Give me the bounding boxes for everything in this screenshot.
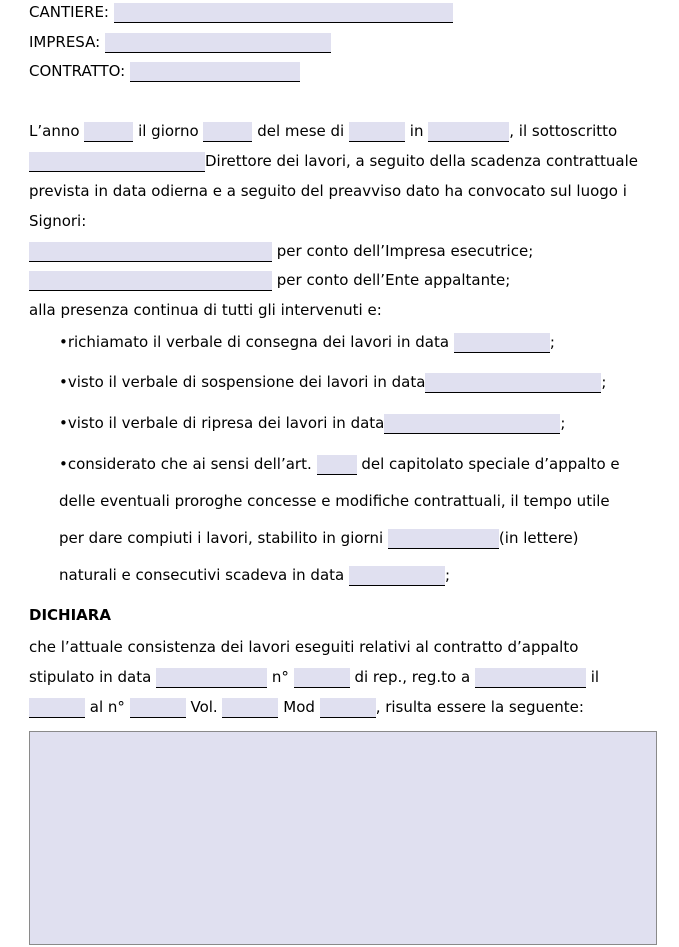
mod-label: Mod [283, 698, 315, 716]
mod-field[interactable] [320, 698, 376, 718]
naturali-label: naturali e consecutivi scadeva in data [59, 566, 345, 584]
compiuti-label: per dare compiuti i lavori, stabilito in giorni [59, 529, 384, 547]
sottoscritto-label: , il sottoscritto [509, 122, 618, 140]
sospensione-row [59, 371, 606, 393]
ripresa-semicolon: ; [560, 414, 566, 432]
presenza-row [29, 299, 382, 321]
ripresa-row [59, 412, 565, 434]
prevista-row [29, 180, 627, 202]
ripresa-field[interactable] [384, 414, 560, 434]
contratto-label: CONTRATTO: [29, 62, 126, 80]
consegna-label: •richiamato il verbale di consegna dei lavori in data [59, 333, 450, 351]
al-n-label: al n° [89, 698, 125, 716]
vol-label: Vol. [190, 698, 218, 716]
ente-rep-field[interactable] [29, 271, 272, 291]
direttore-row [29, 150, 638, 172]
naturali-row [59, 564, 450, 586]
consistenza-textarea[interactable] [29, 731, 657, 945]
ente-rep-row [29, 269, 510, 291]
dichiara-heading: DICHIARA [29, 606, 111, 624]
consegna-row [59, 331, 555, 353]
vol-field[interactable] [222, 698, 278, 718]
consistenza-row [29, 636, 578, 658]
consegna-field[interactable] [454, 333, 550, 353]
impresa-rep-row [29, 240, 533, 262]
presenza-text: alla presenza continua di tutti gli intervenuti e: [29, 301, 382, 319]
in-label: in [409, 122, 424, 140]
articolo-field[interactable] [317, 455, 357, 475]
luogo-field[interactable] [428, 122, 509, 142]
naturali-semicolon: ; [445, 566, 451, 584]
compiuti-row [59, 527, 579, 549]
al-n-field[interactable] [130, 698, 186, 718]
capitolato-label: del capitolato speciale d’appalto e [361, 455, 620, 473]
stipulato-label: stipulato in data [29, 668, 152, 686]
considerato-row [59, 453, 620, 475]
mese-label: del mese di [257, 122, 345, 140]
ente-rep-label: per conto dell’Ente appaltante; [276, 271, 511, 289]
giorni-field[interactable] [388, 529, 499, 549]
contratto-field[interactable] [130, 62, 300, 82]
ripresa-label: •visto il verbale di ripresa dei lavori in data [59, 414, 385, 432]
il-label: il [590, 668, 600, 686]
rep-label: di rep., reg.to a [354, 668, 471, 686]
sospensione-field[interactable] [425, 373, 601, 393]
lettere-label: (in lettere) [498, 529, 579, 547]
impresa-row [29, 31, 331, 53]
impresa-label: IMPRESA: [29, 33, 101, 51]
anno-label: L’anno [29, 122, 80, 140]
considerato-label: •considerato che ai sensi dell’art. [59, 455, 312, 473]
data-registrazione-field[interactable] [29, 698, 85, 718]
impresa-rep-label: per conto dell’Impresa esecutrice; [276, 242, 534, 260]
numero-field[interactable] [294, 668, 350, 688]
cantiere-label: CANTIERE: [29, 3, 109, 21]
registrazione-row [29, 696, 584, 718]
numero-label: n° [271, 668, 289, 686]
proroghe-text: delle eventuali proroghe concesse e modifiche contrattuali, il tempo utile [59, 492, 610, 510]
stipulato-row [29, 666, 599, 688]
anno-field[interactable] [84, 122, 133, 142]
giorno-label: il giorno [138, 122, 199, 140]
sospensione-label: •visto il verbale di sospensione dei lavori in data [59, 373, 426, 391]
scadenza-field[interactable] [349, 566, 445, 586]
giorno-field[interactable] [203, 122, 252, 142]
anno-row [29, 120, 617, 142]
stipulato-field[interactable] [156, 668, 267, 688]
signori-row [29, 210, 86, 232]
cantiere-row [29, 1, 453, 23]
risulta-label: , risulta essere la seguente: [375, 698, 584, 716]
registro-field[interactable] [475, 668, 586, 688]
impresa-field[interactable] [105, 33, 331, 53]
direttore-label: Direttore dei lavori, a seguito della scadenza contrattuale [205, 152, 638, 170]
signori-text: Signori: [29, 212, 87, 230]
direttore-field[interactable] [29, 152, 205, 172]
proroghe-row [59, 490, 610, 512]
cantiere-field[interactable] [114, 3, 453, 23]
impresa-rep-field[interactable] [29, 242, 272, 262]
consistenza-text: che l’attuale consistenza dei lavori eseguiti relativi al contratto d’appalto [29, 638, 579, 656]
sospensione-semicolon: ; [601, 373, 607, 391]
consegna-semicolon: ; [549, 333, 555, 351]
prevista-text: prevista in data odierna e a seguito del preavviso dato ha convocato sul luogo i [29, 182, 627, 200]
mese-field[interactable] [349, 122, 405, 142]
contratto-row [29, 60, 300, 82]
